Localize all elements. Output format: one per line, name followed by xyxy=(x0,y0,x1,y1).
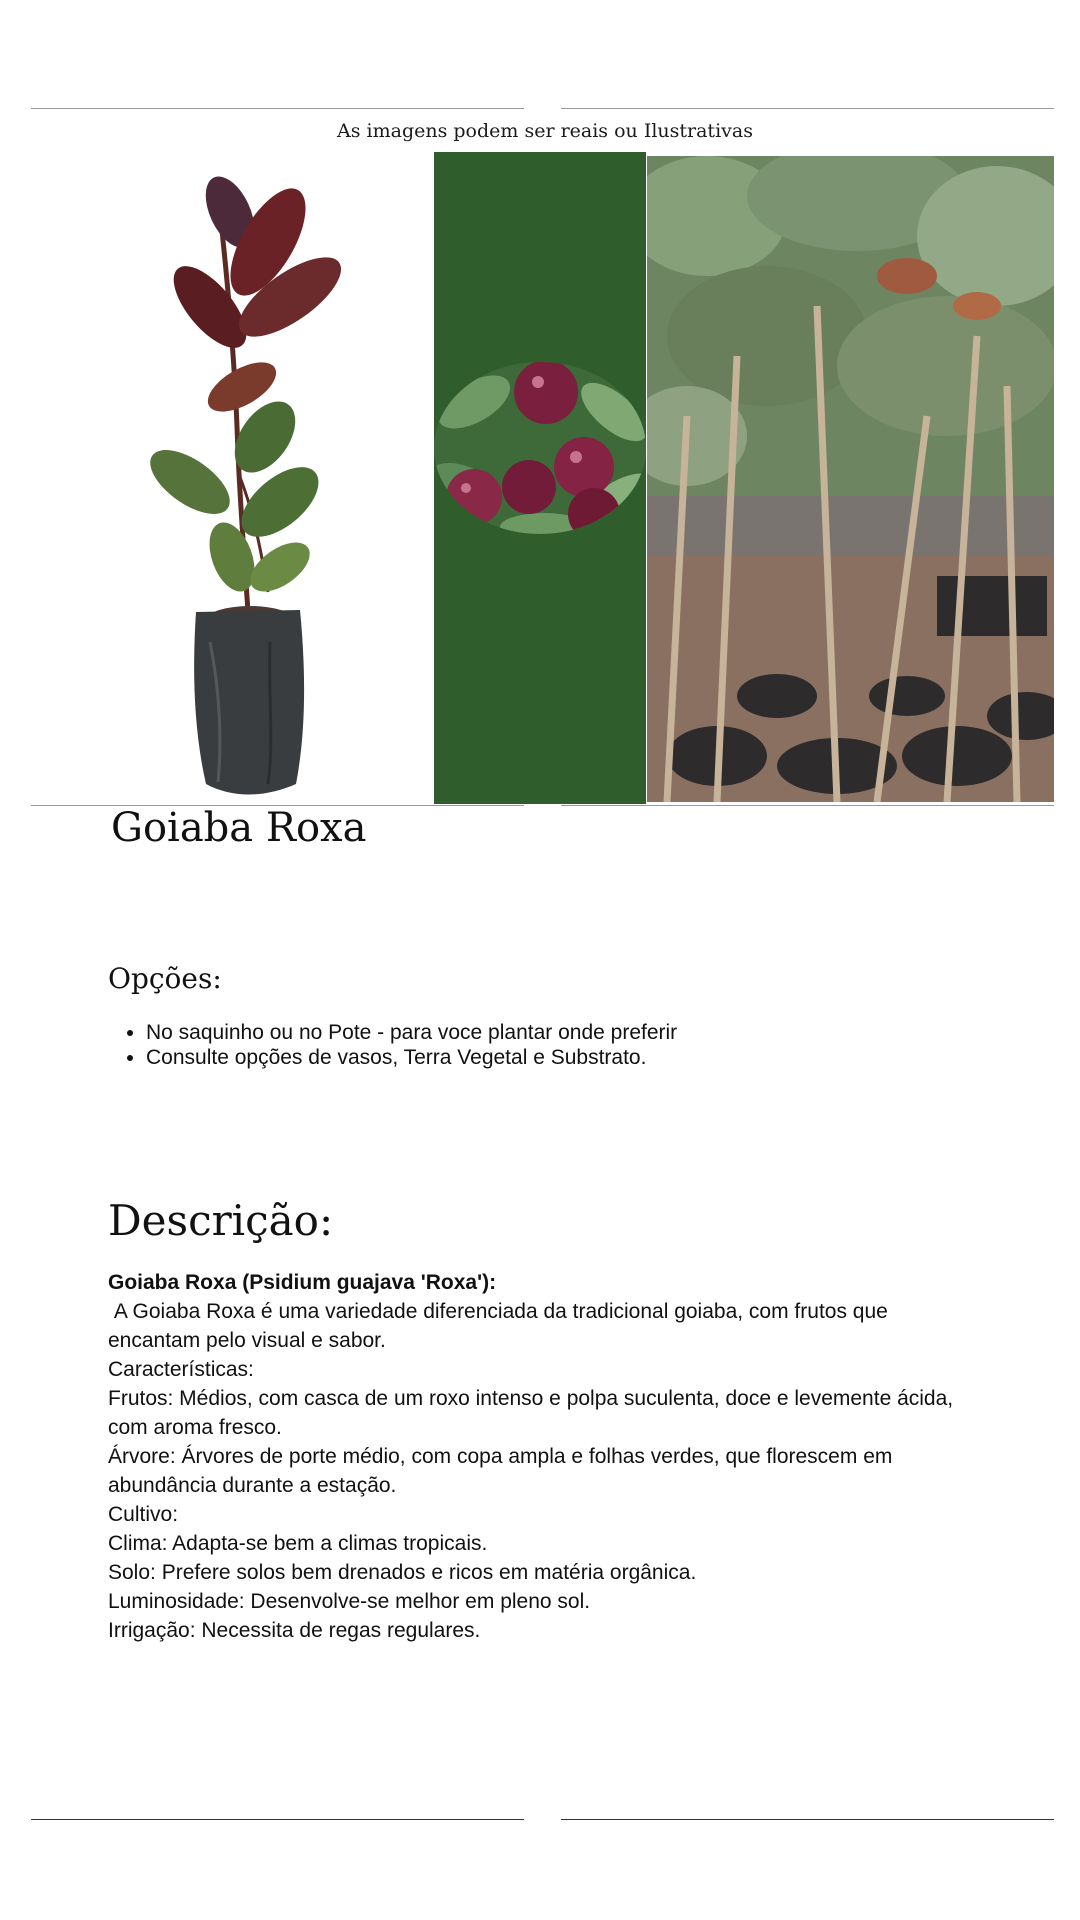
list-item: • Consulte opções de vasos, Terra Vegetal e Substrato. xyxy=(146,1045,677,1070)
description-line: Características: xyxy=(108,1358,254,1381)
description-body xyxy=(108,1268,968,1645)
bottom-divider-left xyxy=(31,1819,524,1820)
description-line: Árvore: Árvores de porte médio, com copa ampla e folhas verdes, que florescem em abundância durante a estação. xyxy=(108,1445,893,1497)
fruit-image[interactable] xyxy=(434,152,646,804)
description-line: Clima: Adapta-se bem a climas tropicais. xyxy=(108,1532,488,1555)
product-title: Goiaba Roxa xyxy=(111,805,367,851)
description-line: Irrigação: Necessita de regas regulares. xyxy=(108,1619,481,1642)
image-bottom-divider-right xyxy=(561,805,1054,806)
list-item: • No saquinho ou no Pote - para voce plantar onde preferir xyxy=(146,1020,677,1045)
description-line: A Goiaba Roxa é uma variedade diferenciada da tradicional goiaba, com frutos que encantam pelo visual e sabor. xyxy=(108,1300,894,1352)
description-line: Luminosidade: Desenvolve-se melhor em pleno sol. xyxy=(108,1590,591,1613)
bottom-divider-right xyxy=(561,1819,1054,1820)
options-heading: Opções: xyxy=(108,962,222,995)
seedling-image[interactable] xyxy=(140,172,370,802)
options-list xyxy=(108,1020,677,1070)
image-disclaimer: As imagens podem ser reais ou Ilustrativas xyxy=(337,120,753,142)
top-divider-left xyxy=(31,108,524,109)
description-line: Goiaba Roxa (Psidium guajava 'Roxa'): xyxy=(108,1271,497,1294)
description-line: Frutos: Médios, com casca de um roxo intenso e polpa suculenta, doce e levemente ácida, com aroma fresco. xyxy=(108,1387,954,1439)
description-line: Solo: Prefere solos bem drenados e ricos em matéria orgânica. xyxy=(108,1561,697,1584)
top-divider-right xyxy=(561,108,1054,109)
description-line: Cultivo: xyxy=(108,1503,179,1526)
description-heading: Descrição: xyxy=(108,1196,334,1245)
orchard-image[interactable] xyxy=(647,156,1054,802)
